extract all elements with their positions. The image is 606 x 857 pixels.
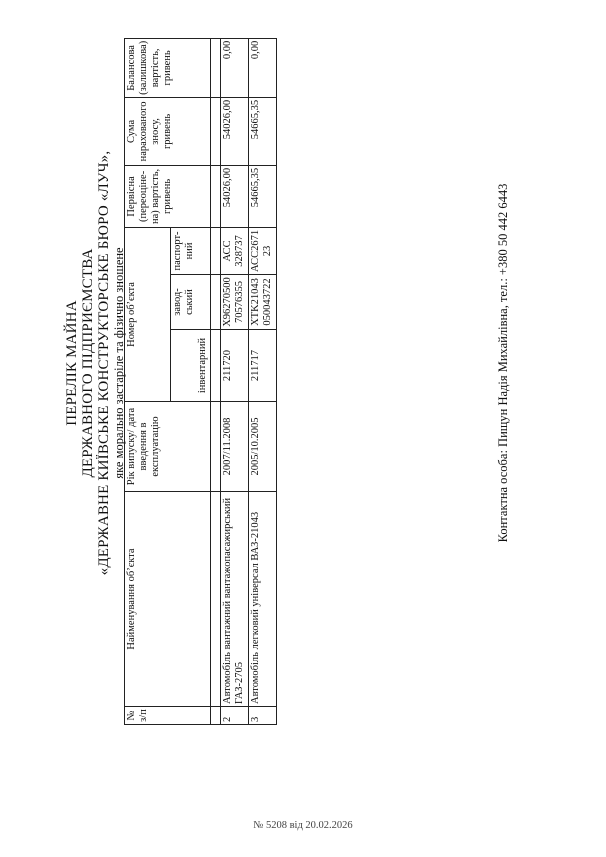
cell-inventory: 211720 xyxy=(221,330,249,402)
cell-depreciation: 54026,00 xyxy=(221,97,249,165)
cell-passport: АСС 328737 xyxy=(221,227,249,274)
document-number: № 5208 від 20.02.2026 xyxy=(253,820,353,831)
rotated-content xyxy=(64,0,542,749)
cell-factory: XTK21043 050043722 xyxy=(249,275,277,330)
cell-name: Автомобіль легковий універсал ВАЗ-21043 xyxy=(249,492,277,707)
title-line-3: «ДЕРЖАВНЕ КИЇВСЬКЕ КОНСТРУКТОРСЬКЕ БЮРО «ЛУЧ», xyxy=(96,150,112,576)
cell-balance: 0,00 xyxy=(249,38,277,97)
col-header-inventory: інвентарний xyxy=(171,330,211,402)
col-header-passport: паспорт-ний xyxy=(171,227,211,274)
col-header-depreciation: Сума нарахованого зносу, гривень xyxy=(125,97,211,165)
cell-num: 2 xyxy=(221,707,249,725)
cell-initial-cost: 54665,35 xyxy=(249,165,277,227)
cell-balance: 0,00 xyxy=(221,38,249,97)
cell-year: 2005/10.2005 xyxy=(249,402,277,492)
cell-name: Автомобіль вантажний вантажопасажирський ГАЗ-2705 xyxy=(221,492,249,707)
title-subtitle: яке морально застаріле та фізично зношене xyxy=(112,247,126,479)
col-header-num xyxy=(125,707,211,725)
contact-person: Контактна особа: Пищун Надія Михайлівна, тел.: +380 50 442 6443 xyxy=(496,183,510,543)
property-table xyxy=(124,38,277,725)
cell-depreciation: 54665,35 xyxy=(249,97,277,165)
table-row xyxy=(221,38,249,724)
col-header-name: Найменування об’єкта xyxy=(125,492,211,707)
col-header-num-line1: № xyxy=(126,710,137,721)
col-header-year: Рік випуску/ дата введення в експлуатацію xyxy=(125,402,211,492)
col-header-factory: завод-ський xyxy=(171,275,211,330)
col-header-balance: Балансова (залишкова) вартість, гривень xyxy=(125,38,211,97)
cell-year: 2007/11.2008 xyxy=(221,402,249,492)
cell-factory: X96270500 70576355 xyxy=(221,275,249,330)
col-header-number-group: Номер об’єкта xyxy=(125,227,171,401)
cell-num: 3 xyxy=(249,707,277,725)
title-line-2: ДЕРЖАВНОГО ПІДПРИЄМСТВА xyxy=(80,248,96,478)
title-line-1: ПЕРЕЛІК МАЙНА xyxy=(64,300,80,426)
title-block xyxy=(64,0,127,749)
col-header-num-line2: з/п xyxy=(138,709,149,722)
cell-inventory: 211717 xyxy=(249,330,277,402)
cell-initial-cost: 54026,00 xyxy=(221,165,249,227)
col-header-initial-cost: Первісна (переоціне-на) вартість, гривень xyxy=(125,165,211,227)
table-row xyxy=(249,38,277,724)
cell-passport: АСС2671 23 xyxy=(249,227,277,274)
